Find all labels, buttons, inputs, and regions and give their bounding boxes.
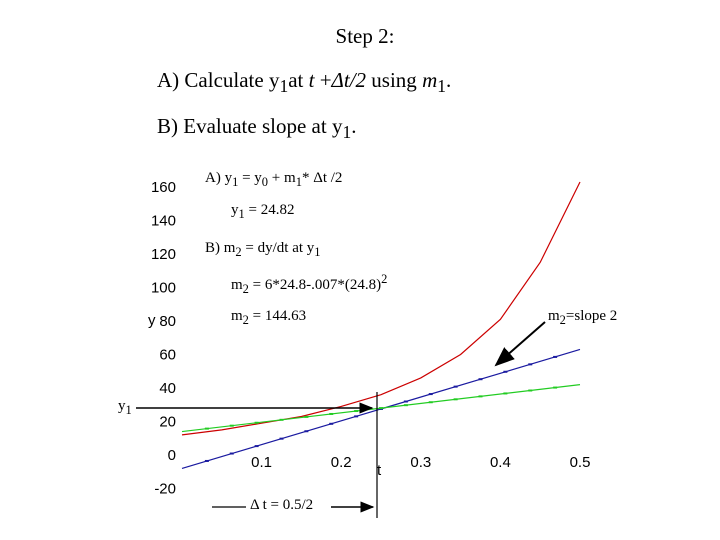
series-point <box>230 453 234 455</box>
step-a-m-sub: 1 <box>437 76 446 97</box>
y-tick-label: 140 <box>150 212 176 230</box>
step-a-using: using <box>366 68 423 92</box>
eq-b-m1: = dy/dt at y <box>241 240 315 256</box>
y-tick-label: 40 <box>159 380 176 397</box>
x-tick-label: 0.2 <box>330 454 352 471</box>
series-point <box>429 401 433 403</box>
slope-label-end: =slope 2 <box>565 308 618 324</box>
m2-expr-sub: 2 <box>242 282 249 296</box>
step-b-sub: 1 <box>342 122 352 143</box>
series-point <box>553 356 557 358</box>
y-tick-label: 80 <box>159 313 176 330</box>
t-axis-label: t <box>377 462 382 479</box>
step-a-mid: at <box>288 68 309 92</box>
eq-a-pre: A) y <box>205 170 233 186</box>
series-point <box>404 401 408 403</box>
y1-axis-pre: y <box>118 398 126 414</box>
eq-a-end: t /2 <box>322 170 343 186</box>
y-tick-label: -20 <box>154 480 176 498</box>
series-point <box>280 438 284 440</box>
y-axis-label: y <box>148 312 156 329</box>
eq-a-delta: Δ <box>313 170 323 186</box>
y-tick-label: 20 <box>159 413 176 431</box>
step-b-main: B) Evaluate slope at y <box>157 114 343 138</box>
series-point <box>329 413 333 415</box>
x-tick-label: 0.3 <box>410 454 432 471</box>
y-tick-label: 0 <box>167 447 176 464</box>
series-point <box>354 415 358 417</box>
series-point <box>503 371 507 373</box>
m2-val-sub: 2 <box>242 313 249 327</box>
slide-title: Step 2: <box>335 24 395 48</box>
slope-label <box>548 308 617 328</box>
step-b-end: . <box>351 114 357 138</box>
m2-value-annotation <box>231 308 306 328</box>
y1-value-annotation <box>231 202 294 222</box>
eq-a-m1: = y <box>238 170 262 186</box>
dt-delta: Δ <box>250 497 259 513</box>
m2-expr-pre: m <box>231 277 243 293</box>
m2-expr-mid: = 6*24.8-.007*(24.8) <box>248 277 382 293</box>
y1-axis-annotation <box>118 398 132 418</box>
step-a-sub: 1 <box>279 76 289 97</box>
eq-b-pre: B) m <box>205 240 236 256</box>
step-a-m: m <box>422 68 438 92</box>
eq-b-annotation <box>205 240 321 260</box>
series-point <box>230 425 234 427</box>
series-point <box>205 428 209 430</box>
y-tick-label: 160 <box>150 179 176 196</box>
step-a-t: t <box>308 68 315 92</box>
eq-a-s2: 0 <box>261 175 269 189</box>
eq-a-annotation <box>205 170 342 190</box>
series-point <box>304 430 308 432</box>
y1-val-end: = 24.82 <box>244 202 295 218</box>
series-point <box>454 386 458 388</box>
step-a-end: . <box>445 68 452 92</box>
series-point <box>280 419 284 421</box>
y-tick-label: 120 <box>150 246 176 263</box>
y1-val-sub: 1 <box>238 207 245 221</box>
x-tick-label: 0.5 <box>569 454 591 471</box>
series-point <box>528 363 532 365</box>
series-point <box>404 404 408 406</box>
slope-label-pre: m <box>548 308 560 324</box>
m2-expr-sup: 2 <box>381 272 388 286</box>
series-point <box>255 422 259 424</box>
y-tick-label: 100 <box>150 279 176 297</box>
eq-a-m2: + m <box>268 170 296 186</box>
dt-end: t = 0.5/2 <box>258 497 314 513</box>
slope-arrow <box>496 322 545 365</box>
series-point <box>329 423 333 425</box>
eq-b-s2: 1 <box>314 245 321 259</box>
series-point <box>354 410 358 412</box>
eq-a-s1: 1 <box>232 175 239 189</box>
series-point <box>479 378 483 380</box>
series-point <box>255 445 259 447</box>
step-a-op: + <box>314 68 332 92</box>
slope-label-sub: 2 <box>559 313 566 327</box>
x-tick-label: 0.4 <box>489 454 511 471</box>
step-a-delta: Δ <box>331 68 344 92</box>
series-point <box>528 390 532 392</box>
eq-b-s1: 2 <box>235 245 242 259</box>
series-point <box>479 395 483 397</box>
step-a-frac: t/2 <box>343 68 367 92</box>
m2-val-pre: m <box>231 308 243 324</box>
y1-val-pre: y <box>231 202 239 218</box>
y-tick-label: 60 <box>159 346 176 364</box>
step-a-prefix: A) Calculate y <box>157 68 280 92</box>
series-point <box>429 393 433 395</box>
dt-annotation <box>250 497 313 514</box>
eq-a-s3: 1 <box>295 175 302 189</box>
series-point <box>304 416 308 418</box>
m2-val-end: = 144.63 <box>248 308 307 324</box>
series-point <box>205 460 209 462</box>
m2-expression-annotation <box>231 272 387 297</box>
series-point <box>379 407 383 409</box>
y1-axis-sub: 1 <box>125 403 132 417</box>
x-tick-label: 0.1 <box>251 454 273 471</box>
series-point <box>553 387 557 389</box>
series-point <box>454 398 458 400</box>
series-point <box>503 392 507 394</box>
eq-a-m3: * <box>301 170 314 186</box>
